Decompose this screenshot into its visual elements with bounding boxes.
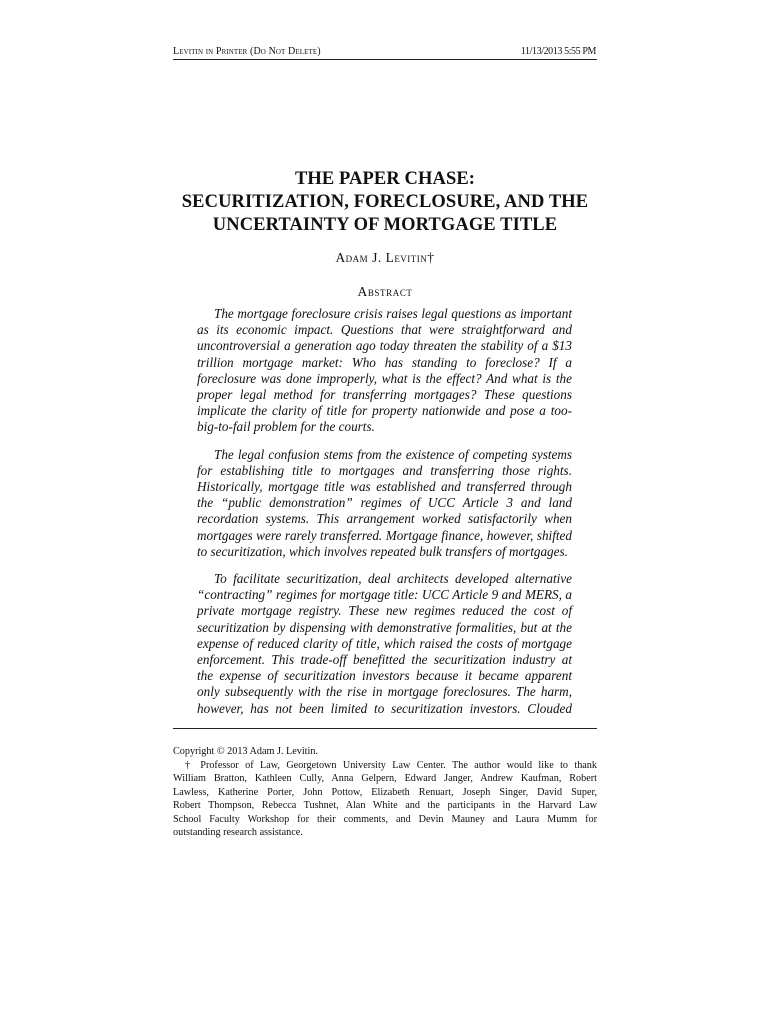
header-rule [173,59,597,60]
text-line: trillion mortgage market: Who has standing to foreclose? If a [197,354,572,370]
text-line: private mortgage registry. These new regimes reduced the cost of [197,603,572,619]
text-line: the “public demonstration” regimes of UCC Article 3 and land [197,495,572,511]
text-line: “contracting” regimes for mortgage title: UCC Article 9 and MERS, a [197,587,572,603]
author-name: Adam J. Levitin† [335,250,435,265]
title-line: SECURITIZATION, FORECLOSURE, AND THE [181,192,589,212]
author-footnote [173,759,597,840]
text-line: To facilitate securitization, deal architects developed alternative [214,571,572,587]
footnote-line: School Faculty Workshop for their comments, and Devin Mauney and Laura Mumm for [173,813,597,825]
text-line: recordation systems. This arrangement worked satisfactorily when [197,511,572,527]
text-line: foreclosure was done improperly, what is the effect? And what is the [197,370,572,386]
abstract-paragraph-2 [197,447,572,560]
text-line: The mortgage foreclosure crisis raises legal questions as important [214,306,572,321]
article-title [173,168,597,237]
footnote-line: Robert Thompson, Rebecca Tushnet, Alan White and the participants in the Harvard Law [173,800,597,811]
footnote-line: † Professor of Law, Georgetown University Law Center. The author would like to thank [185,759,597,771]
text-line: implicate the clarity of title for property nationwide and pose a too- [197,403,572,419]
text-line: proper legal method for transferring mortgages? These questions [197,387,572,403]
title-line: UNCERTAINTY OF MORTGAGE TITLE [212,215,558,235]
footnotes [173,745,597,840]
text-line: enforcement. This trade-off benefitted the securitization industry at [197,652,572,668]
footnote-line: outstanding research assistance. [173,827,303,838]
text-line: only subsequently with the rise in mortgage foreclosures. The harm, [197,684,572,700]
text-line: big-to-fail problem for the courts. [197,419,375,435]
text-line: The legal confusion stems from the existence of competing systems [214,446,572,462]
abstract-paragraph-1 [197,306,572,436]
copyright-notice: Copyright © 2013 Adam J. Levitin. [173,746,318,757]
text-line: securitization by dispensing with demonstrative formalities, but at the [197,619,572,635]
title-line: THE PAPER CHASE: [294,169,476,189]
text-line: as its economic impact. Questions that were straightforward and [197,322,572,338]
text-line: however, has not been limited to securitization investors. Clouded [197,700,572,716]
text-line: mortgages were rarely transferred. Mortgage finance, however, shifted [197,527,572,543]
footnote-rule [173,728,597,729]
text-line: to securitization, which involves repeated bulk transfers of mortgages. [197,543,568,559]
text-line: uncontroversial a generation ago today threaten the stability of a $13 [197,338,572,354]
text-line: the expense of securitization investors because it became apparent [197,668,572,684]
footnote-line: William Bratton, Kathleen Cully, Anna Gelpern, Edward Janger, Andrew Kaufman, Robert [173,773,597,784]
text-line: Historically, mortgage title was established and transferred through [197,479,572,495]
text-line: for establishing title to mortgages and transferring those rights. [197,462,572,478]
abstract-heading: Abstract [357,284,413,299]
text-line: expense of reduced clarity of title, which raised the costs of mortgage [197,635,572,651]
running-header-date: 11/13/2013 5:55 PM [520,46,596,57]
running-header-left: Levitin in Printer (Do Not Delete) [173,46,321,57]
abstract-body [197,306,572,717]
footnote-line: Lawless, Katherine Porter, John Pottow, Elizabeth Renuart, Joseph Singer, David Super, [173,786,597,798]
abstract-paragraph-3 [197,571,572,717]
